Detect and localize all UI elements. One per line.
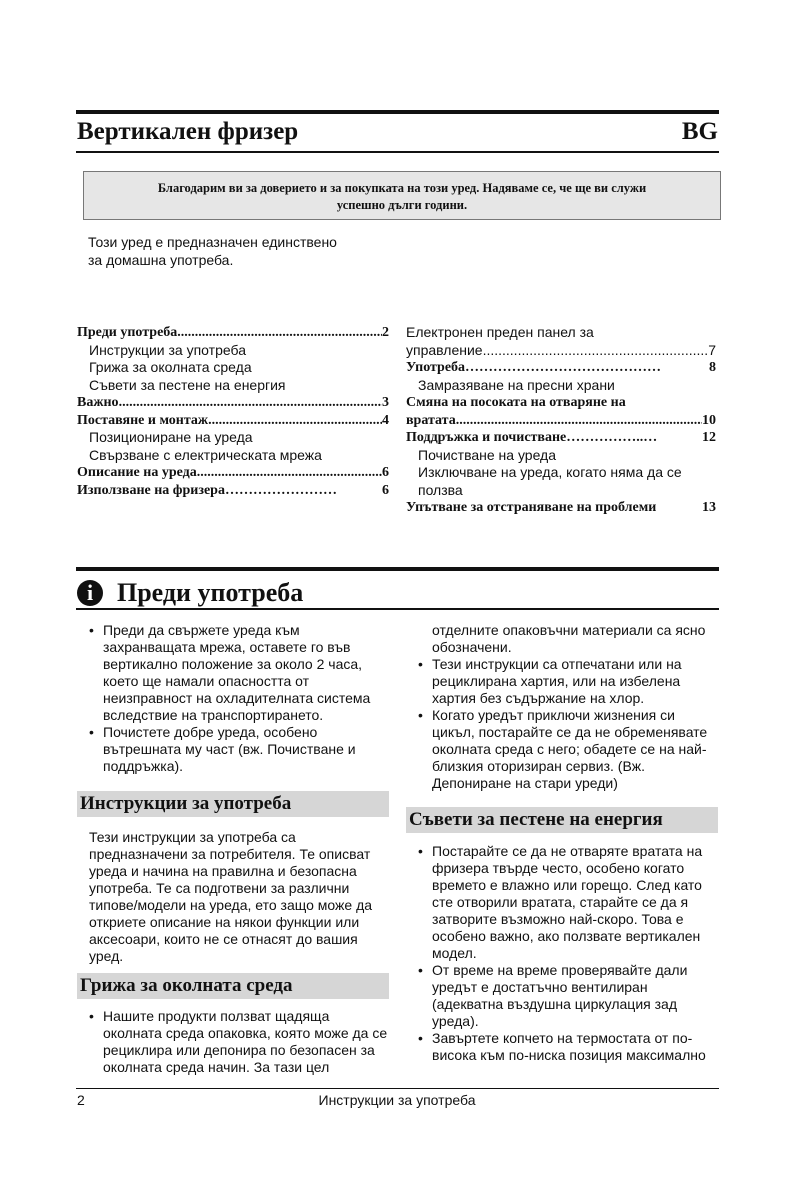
list-item: • Когато уредът приключи жизнения си цикъл, постарайте се да не обременявате околната среда с него; обадете се на най-близкия оторизиран сервиз. (Вж. Депониране на стари уреди) <box>418 707 718 792</box>
toc-entry-install[interactable]: Поставяне и монтаж ..... 4 <box>77 412 389 430</box>
top-rule <box>76 110 719 114</box>
toc-right-column <box>406 324 716 517</box>
section-title: Преди употреба <box>117 578 304 607</box>
environment-heading: Грижа за околната среда <box>77 973 389 999</box>
list-item: • Нашите продукти ползват щадяща околната среда опаковка, която може да се рециклира или депонира по безопасен за околната среда начин. За тази цел <box>89 1008 389 1076</box>
left-column <box>77 622 389 1076</box>
language-code: BG <box>681 118 718 145</box>
intro-line-2: за домашна употреба. <box>88 252 234 268</box>
toc-entry-using[interactable]: Използване на фризера…………………… 6 <box>77 482 389 498</box>
environment-list <box>77 1008 389 1076</box>
toc-entry-before-use[interactable]: Преди употреба ..... 2 <box>77 324 389 342</box>
document-title: Вертикален фризер <box>77 118 299 145</box>
toc-sub-switch-off-2[interactable]: ползва <box>418 481 463 498</box>
intro-line-1: Този уред е предназначен единствено <box>88 234 337 250</box>
toc-sub-instructions[interactable]: Инструкции за употреба <box>89 341 246 358</box>
instructions-heading: Инструкции за употреба <box>77 791 389 817</box>
toc-entry-panel-line1[interactable]: Електронен преден панел за <box>406 324 594 340</box>
toc-sub-freezing[interactable]: Замразяване на пресни храни <box>418 376 615 393</box>
continued-text: отделните опаковъчни материали са ясно обозначени. <box>432 622 706 655</box>
intro-text <box>88 233 408 269</box>
toc-sub-positioning[interactable]: Позициониране на уреда <box>89 429 253 445</box>
toc-entry-usage[interactable]: Употреба…………………………………… 8 <box>406 360 716 375</box>
title-underline <box>76 151 719 153</box>
footer-rule <box>76 1088 719 1089</box>
toc-sub-electrical[interactable]: Свързване с електрическата мрежа <box>89 446 322 463</box>
before-use-list <box>77 622 389 775</box>
toc-sub-energy[interactable]: Съвети за пестене на енергия <box>89 376 286 393</box>
list-item: • От време на време проверявайте дали уредът е достатъчно вентилиран (адекватна въздушна циркулация зад уреда). <box>418 962 718 1030</box>
section-underline <box>76 608 719 610</box>
energy-list <box>406 843 718 1064</box>
thanks-box <box>83 171 721 220</box>
section-top-rule <box>76 567 719 571</box>
list-item: • Завъртете копчето на термостата от по-висока към по-ниска позиция максимално <box>418 1030 718 1064</box>
info-icon: i <box>77 580 103 606</box>
toc-entry-door[interactable]: вратата ..... 10 <box>406 412 716 430</box>
list-item: • Тези инструкции са отпечатани или на рециклирана хартия, или на избелена хартия без съдържание на хлор. <box>418 656 718 707</box>
page-number: 2 <box>77 1092 85 1108</box>
toc-entry-panel[interactable]: управление ..... 7 <box>406 342 716 360</box>
list-item: • Почистете добре уреда, особено вътрешната му част (вж. Почистване и поддръжка). <box>89 724 389 775</box>
recycling-list <box>406 656 718 792</box>
toc-entry-description[interactable]: Описание на уреда ..... 6 <box>77 464 389 482</box>
right-column <box>406 622 718 1064</box>
list-item: • Преди да свържете уреда към захранващата мрежа, оставете го във вертикално положение за около 2 часа, което ще намали опасността от неизправност на охладителната система вследствие на транспортирането. <box>89 622 389 724</box>
toc-entry-door-line1[interactable]: Смяна на посоката на отваряне на <box>406 395 626 410</box>
toc-left-column <box>77 324 389 499</box>
toc-entry-troubleshoot[interactable]: Упътване за отстраняване на проблеми 13 <box>406 500 716 515</box>
list-item: • Постарайте се да не отваряте вратата на фризера твърде често, особено когато времето е влажно или горещо. След като сте отворили вратата, старайте се да я затворите възможно най-скоро. Това е особено важно, ако ползвате вертикален модел. <box>418 843 718 962</box>
instructions-text: Тези инструкции за употреба са предназначени за потребителя. Те описват уреда и начина на правилна и безопасна употреба. Те са подготвени за различни типове/модели на уреда, ето защо може да откриете описание на някои функции или аксесоари, които не се отнасят до вашия уред. <box>89 829 373 964</box>
toc-sub-cleaning[interactable]: Почистване на уреда <box>418 446 557 463</box>
toc-sub-environment[interactable]: Грижа за околната среда <box>89 359 252 375</box>
thanks-line-2: успешно дълги години. <box>336 198 468 212</box>
thanks-line-1: Благодарим ви за доверието и за покупката на този уред. Надяваме се, че ще ви служи <box>157 181 647 195</box>
energy-heading: Съвети за пестене на енергия <box>406 807 718 833</box>
toc-entry-important[interactable]: Важно ..... 3 <box>77 394 389 412</box>
footer-title: Инструкции за употреба <box>318 1092 476 1108</box>
section-heading <box>77 578 303 608</box>
toc-sub-switch-off-1[interactable]: Изключване на уреда, когато няма да се <box>418 464 682 480</box>
toc-entry-maintenance[interactable]: Поддръжка и почистване……………..… 12 <box>406 430 716 445</box>
